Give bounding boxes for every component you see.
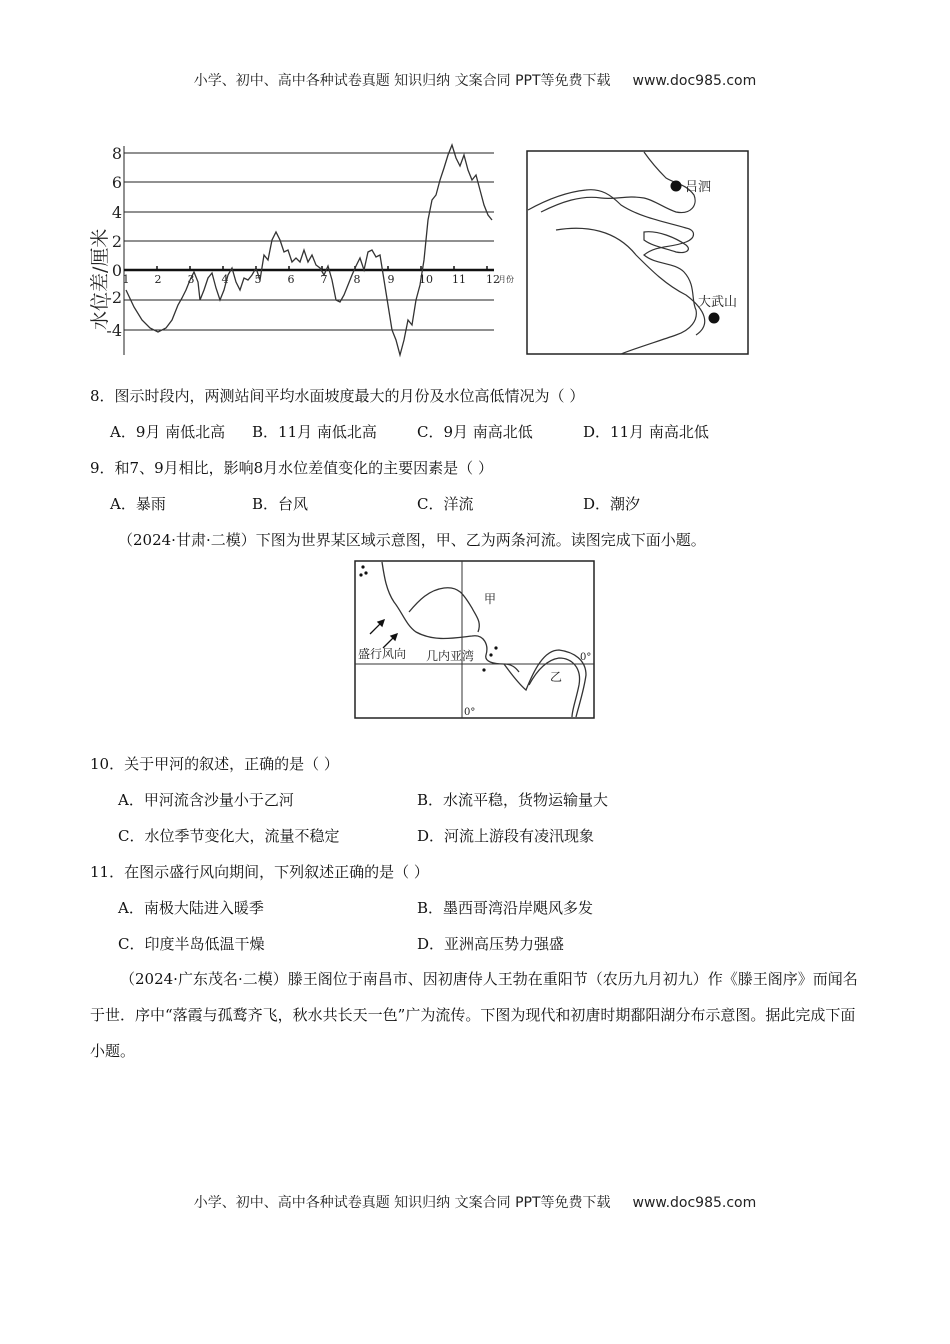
q11-option-b[interactable]: B．墨西哥湾沿岸飓风多发 <box>417 899 594 917</box>
y-tick-label: 0 <box>111 261 122 280</box>
page-footer <box>0 1192 950 1212</box>
x-tick-label: 12 <box>486 273 500 286</box>
river-jia <box>409 588 479 632</box>
q8-option-d[interactable]: D．11月 南高北低 <box>583 423 709 441</box>
water-level-chart <box>82 140 512 370</box>
question-11-stem: 11．在图示盛行风向期间，下列叙述正确的是（ ） <box>90 863 429 881</box>
x-tick-label: 7 <box>320 273 328 286</box>
footer-text: 小学、初中、高中各种试卷真题 知识归纳 文案合同 PPT等免费下载 <box>193 1195 611 1211</box>
river-jia-label: 甲 <box>484 592 497 606</box>
question-10-stem: 10．关于甲河的叙述，正确的是（ ） <box>90 755 339 773</box>
q9-option-b[interactable]: B．台风 <box>252 495 309 513</box>
q11-option-d[interactable]: D．亚洲高压势力强盛 <box>417 935 565 953</box>
q11-option-c[interactable]: C．印度半岛低温干燥 <box>118 935 265 953</box>
y-axis-label: 水位差/厘米 <box>89 228 111 330</box>
q8-option-c[interactable]: C．9月 南高北低 <box>417 423 533 441</box>
q11-option-a[interactable]: A．南极大陆进入暖季 <box>118 899 264 917</box>
lon-label: 0° <box>464 707 476 718</box>
x-tick-label: 9 <box>387 273 395 286</box>
x-tick-label: 10 <box>419 273 433 286</box>
group-intro-maoming: （2024·广东茂名·二模）滕王阁位于南昌市、因初唐侍人王勃在重阳节（农历九月初九）作《滕王阁序》而闻名于世．序中“落霞与孤鹜齐飞，秋水共长天一色”广为流传。下图为现代和初唐时期鄱阳湖分布示意图。据此完成下面小题。 <box>90 970 858 1060</box>
station-label-north: 吕泗 <box>685 180 712 195</box>
q9-option-d[interactable]: D．潮汐 <box>583 495 641 513</box>
q9-option-c[interactable]: C．洋流 <box>417 495 474 513</box>
coastline <box>556 228 705 335</box>
station-label-south: 大武山 <box>698 295 738 310</box>
footer-site: www.doc985.com <box>632 1195 757 1211</box>
q8-option-a[interactable]: A．9月 南低北高 <box>110 423 226 441</box>
island <box>494 646 497 649</box>
lat-label: 0° <box>580 652 592 663</box>
page-header <box>0 70 950 90</box>
q10-option-d[interactable]: D．河流上游段有凌汛现象 <box>417 827 595 845</box>
y-tick-label: 4 <box>111 203 122 222</box>
q10-option-b[interactable]: B．水流平稳，货物运输量大 <box>417 791 609 809</box>
station-dot-north <box>671 181 682 192</box>
station-dot-south <box>709 313 720 324</box>
q10-option-a[interactable]: A．甲河流含沙量小于乙河 <box>118 791 294 809</box>
water-level-curve <box>126 145 492 355</box>
group-intro-gansu: （2024·甘肃·二模）下图为世界某区域示意图，甲、乙为两条河流。读图完成下面小题。 <box>118 531 706 549</box>
x-unit-label: 月份 <box>498 275 514 284</box>
x-tick-label: 3 <box>187 273 195 286</box>
question-8-stem: 8．图示时段内，两测站间平均水面坡度最大的月份及水位高低情况为（ ） <box>90 387 585 405</box>
sand-bar <box>644 232 688 253</box>
map-frame <box>527 151 748 354</box>
x-tick-label: 8 <box>353 273 361 286</box>
x-tick-label: 5 <box>254 273 262 286</box>
x-tick-label: 11 <box>452 273 466 286</box>
y-tick-label: 8 <box>111 144 122 163</box>
river-yi-label: 乙 <box>550 670 563 684</box>
x-tick-label: 2 <box>154 273 162 286</box>
y-tick-label: 6 <box>111 173 122 192</box>
x-tick-label: 6 <box>287 273 295 286</box>
header-site: www.doc985.com <box>632 73 757 89</box>
question-9-stem: 9．和7、9月相比，影响8月水位差值变化的主要因素是（ ） <box>90 459 493 477</box>
x-tick-label: 1 <box>122 273 130 286</box>
q8-option-b[interactable]: B．11月 南低北高 <box>252 423 377 441</box>
region-map <box>354 560 596 720</box>
header-text: 小学、初中、高中各种试卷真题 知识归纳 文案合同 PPT等免费下载 <box>193 73 611 89</box>
q9-option-a[interactable]: A．暴雨 <box>110 495 166 513</box>
wind-label: 盛行风向 <box>358 647 407 661</box>
station-map <box>526 150 750 356</box>
y-tick-label: -2 <box>106 288 122 307</box>
y-tick-label: -4 <box>106 321 122 340</box>
gulf-label: 几内亚湾 <box>426 649 475 663</box>
coastline <box>528 190 696 354</box>
y-tick-label: 2 <box>111 232 122 251</box>
x-tick-label: 4 <box>221 273 229 286</box>
q10-option-c[interactable]: C．水位季节变化大，流量不稳定 <box>118 827 340 845</box>
